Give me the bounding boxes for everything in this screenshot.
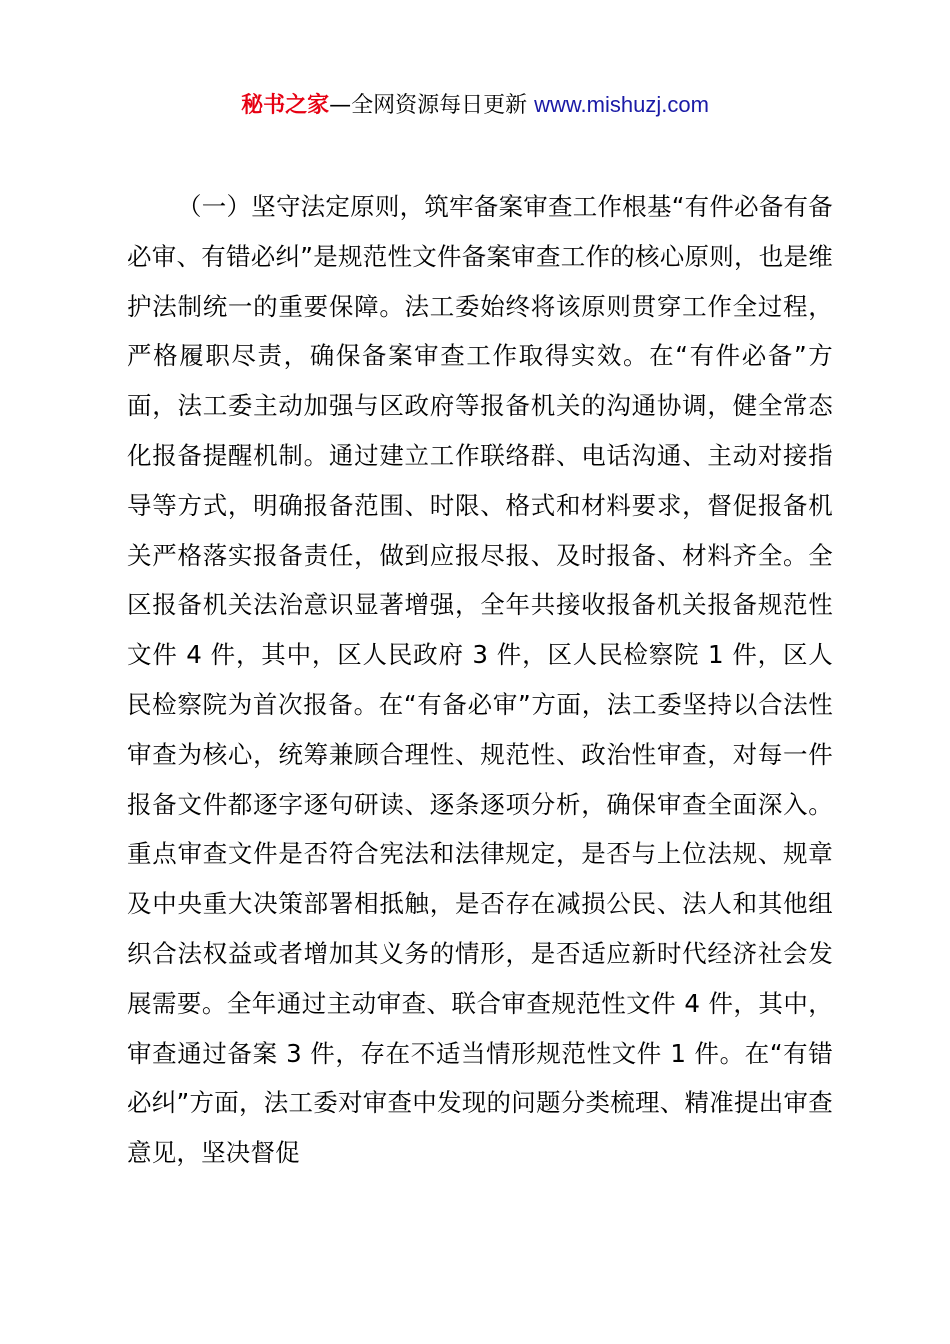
site-url-link[interactable]: www.mishuzj.com bbox=[534, 92, 709, 117]
site-tagline: —全网资源每日更新 bbox=[329, 93, 535, 118]
document-paragraph: （一）坚守法定原则，筑牢备案审查工作根基“有件必备有备必审、有错必纠”是规范性文件备案审查工作的核心原则，也是维护法制统一的重要保障。法工委始终将该原则贯穿工作全过程，严格履职尽责，确保备案审查工作取得实效。在“有件必备”方面，法工委主动加强与区政府等报备机关的沟通协调，健全常态化报备提醒机制。通过建立工作联络群、电话沟通、主动对接指导等方式，明确报备范围、时限、格式和材料要求，督促报备机关严格落实报备责任，做到应报尽报、及时报备、材料齐全。全区报备机关法治意识显著增强，全年共接收报备机关报备规范性文件 4 件，其中，区人民政府 3 件，区人民检察院 1 件，区人民检察院为首次报备。在“有备必审”方面，法工委坚持以合法性审查为核心，统筹兼顾合理性、规范性、政治性审查，对每一件报备文件都逐字逐句研读、逐条逐项分析，确保审查全面深入。重点审查文件是否符合宪法和法律规定，是否与上位法规、规章及中央重大决策部署相抵触，是否存在减损公民、法人和其他组织合法权益或者增加其义务的情形，是否适应新时代经济社会发展需要。全年通过主动审查、联合审查规范性文件 4 件，其中，审查通过备案 3 件，存在不适当情形规范性文件 1 件。在“有错必纠”方面，法工委对审查中发现的问题分类梳理、精准提出审查意见，坚决督促 bbox=[127, 192, 833, 1168]
site-brand: 秘书之家 bbox=[241, 93, 330, 118]
site-header bbox=[0, 88, 950, 123]
